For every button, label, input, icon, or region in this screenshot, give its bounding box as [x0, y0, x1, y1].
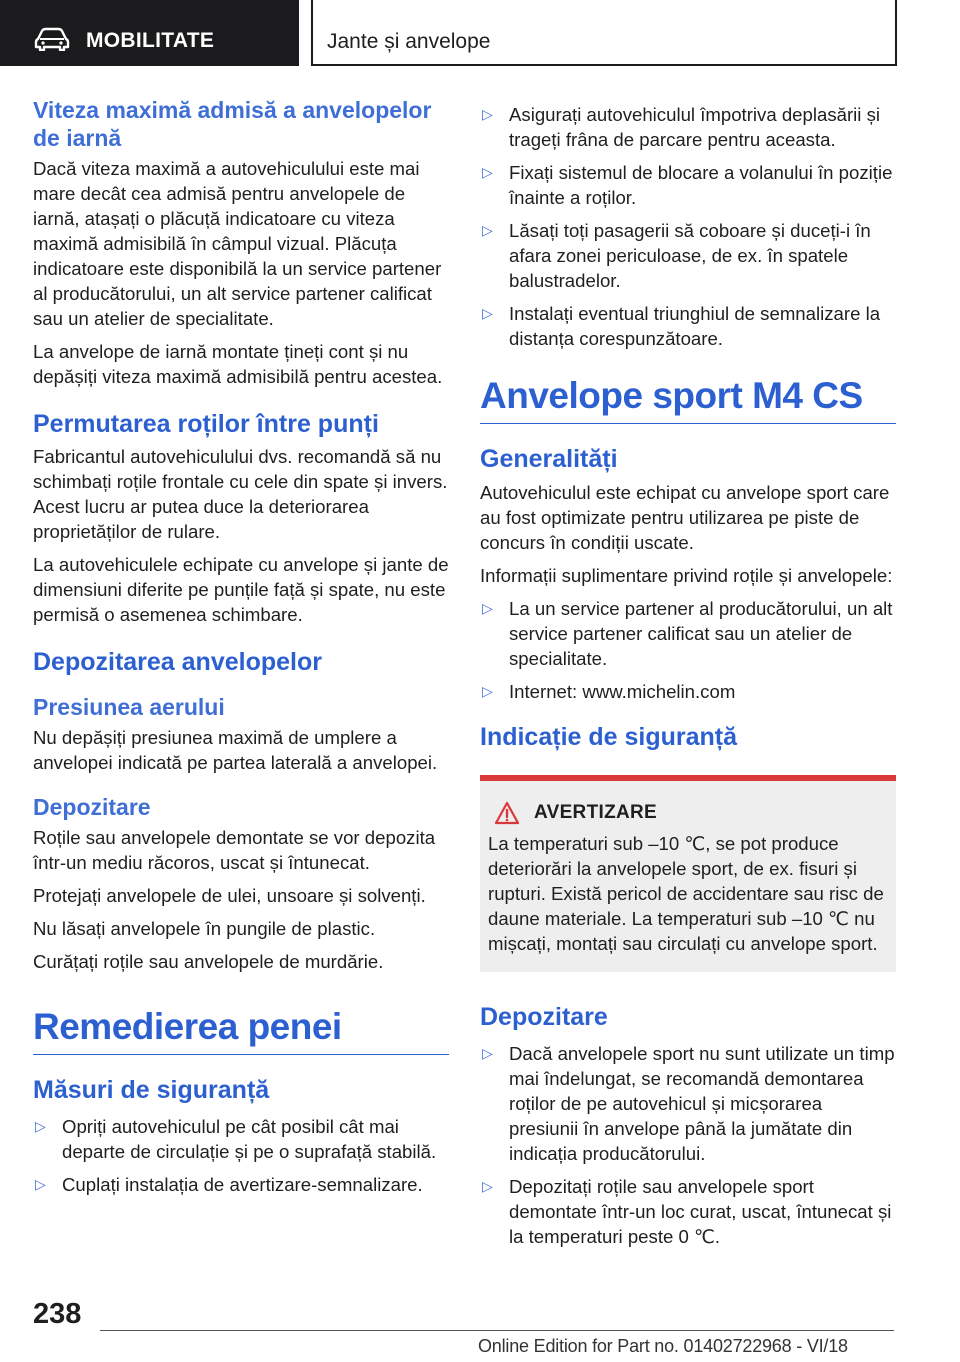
list-item: ▷ Cuplați instalația de avertizare-semnalizare. — [35, 1174, 423, 1196]
list-item: ▷ Dacă anvelopele sport nu sunt utilizate un timp mai îndelungat, se recomandă demontarea roților de pe autovehicul și micșorarea presiunii în anvelope până la jumătate din indicația producătorului. — [482, 1043, 895, 1164]
warning-title: AVERTIZARE — [534, 801, 657, 823]
paragraph: La anvelope de iarnă montate țineți cont și nu depășiți viteza maximă admisibilă pentru acestea. — [33, 341, 443, 388]
right-column — [480, 102, 896, 1257]
storage-subheading: Depozitare — [33, 793, 151, 820]
triangle-bullet-icon: ▷ — [482, 106, 493, 122]
list-item: ▷ Opriți autovehiculul pe cât posibil cât mai departe de circulație și pe o suprafață stabilă. — [35, 1116, 437, 1163]
list-item: ▷ Depozitați roțile sau anvelopele sport demontate într-un loc curat, uscat, întunecat și la temperaturi peste 0 ℃. — [482, 1176, 892, 1247]
triangle-bullet-icon: ▷ — [482, 1178, 493, 1194]
list-item: ▷ Fixați sistemul de blocare a volanului în poziție înainte a roților. — [482, 162, 893, 208]
list-item: ▷ Lăsați toți pasagerii să coboare și duceți-i în afara zonei periculoase, de ex. în spatele balustradelor. — [482, 220, 871, 291]
warning-text: La temperaturi sub ‒10 ℃, se pot produce deteriorări la anvelopele sport, de ex. fisuri și rupturi. Există pericol de accidentare sau risc de daune materiale. La temperaturi sub ‒10 ℃ nu mișcați, montați sau circulați cu anvelope sport. — [488, 832, 884, 954]
triangle-bullet-icon: ▷ — [482, 599, 493, 616]
car-icon — [34, 27, 70, 51]
paragraph: Protejați anvelopele de ulei, unsoare și solvenți. — [33, 884, 426, 906]
safety-list — [33, 1114, 449, 1197]
warning-header — [488, 801, 888, 825]
triangle-bullet-icon: ▷ — [482, 305, 493, 321]
sport-tires-heading: Anvelope sport M4 CS — [480, 373, 896, 424]
list-item: ▷ Asigurați autovehiculul împotriva deplasării și trageți frâna de parcare pentru aceasta. — [482, 104, 881, 150]
paragraph: Fabricantul autovehiculului dvs. recomandă să nu schimbați roțile frontale cu cele din spate și invers. Acest lucru ar putea duce la deteriorarea proprietăților de rulare. — [33, 446, 448, 543]
footer-divider — [100, 1330, 894, 1331]
general-heading: Generalități — [480, 445, 618, 474]
winter-speed-heading: Viteza maximă admisă a anvelopelor de iarnă — [33, 97, 432, 152]
paragraph: La autovehiculele echipate cu anvelope și jante de dimensiuni diferite pe punțile față și spate, nu este permisă o asemenea schimbare. — [33, 554, 449, 626]
tire-storage-heading: Depozitarea anvelopelor — [33, 648, 322, 677]
triangle-bullet-icon: ▷ — [35, 1118, 46, 1135]
air-pressure-heading: Presiunea aerului — [33, 693, 225, 720]
paragraph: Curățați roțile sau anvelopele de murdărie. — [33, 950, 384, 972]
paragraph: Dacă viteza maximă a autovehiculului este mai mare decât cea admisă pentru anvelopele de iarnă, atașați o plăcuță indicatoare cu viteza maximă admisibilă în câmpul vizual. Plăcuța indicatoare este disponibilă la un service partener al producătorului, un alt service partener calificat sau un atelier de specialitate. — [33, 158, 442, 330]
triangle-bullet-icon: ▷ — [35, 1176, 46, 1193]
triangle-bullet-icon: ▷ — [482, 1045, 493, 1061]
section-label: MOBILITATE — [86, 29, 215, 52]
paragraph: Roțile sau anvelopele demontate se vor depozita într-un mediu răcoros, uscat și întunecat. — [33, 826, 436, 873]
warning-triangle-icon — [494, 801, 520, 825]
list-item: ▷ Internet: www.michelin.com — [482, 680, 736, 702]
paragraph: Informații suplimentare privind roțile și anvelopele: — [480, 564, 893, 586]
info-list — [480, 596, 896, 704]
paragraph: Nu lăsați anvelopele în pungile de plastic. — [33, 917, 376, 939]
safety-list-continued — [480, 102, 896, 351]
safety-note-heading: Indicație de siguranță — [480, 722, 738, 751]
triangle-bullet-icon: ▷ — [482, 164, 493, 180]
flat-tire-heading: Remedierea penei — [33, 1004, 449, 1055]
paragraph: Nu depășiți presiunea maximă de umplere a anvelopei indicată pe partea laterală a anvelopei. — [33, 726, 438, 773]
section-header — [0, 0, 299, 66]
left-column — [33, 96, 449, 1205]
list-item: ▷ Instalați eventual triunghiul de semnalizare la distanța corespunzătoare. — [482, 303, 881, 349]
triangle-bullet-icon: ▷ — [482, 682, 493, 699]
storage-list — [480, 1041, 896, 1249]
safety-measures-heading: Măsuri de siguranță — [33, 1075, 270, 1104]
edition-footer: Online Edition for Part no. 01402722968 - VI/18 — [478, 1336, 848, 1356]
paragraph: Autovehiculul este echipat cu anvelope sport care au fost optimizate pentru utilizarea pe piste de concurs în condiții uscate. — [480, 481, 890, 553]
page-number: 238 — [33, 1298, 82, 1330]
list-item: ▷ La un service partener al producătorului, un alt service partener calificat sau un atelier de specialitate. — [482, 597, 893, 669]
chapter-title: Jante și anvelope — [327, 30, 491, 53]
sport-storage-heading: Depozitare — [480, 1002, 608, 1031]
wheel-rotation-heading: Permutarea roților între punți — [33, 410, 379, 439]
warning-box — [480, 775, 896, 972]
triangle-bullet-icon: ▷ — [482, 222, 493, 238]
chapter-header — [311, 0, 897, 66]
